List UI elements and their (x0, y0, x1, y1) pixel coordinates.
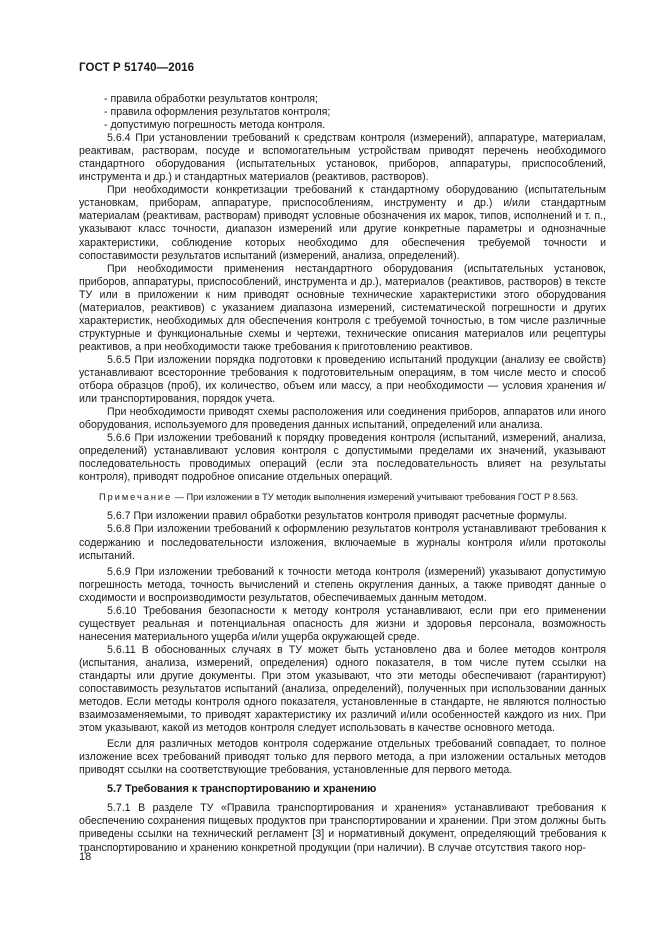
note (79, 491, 606, 503)
list-item: - правила оформления результатов контроля; (104, 106, 331, 119)
section-heading-5-7: 5.7 Требования к транспортированию и хранению (107, 783, 377, 796)
page-body (79, 93, 606, 855)
paragraph-5-6-5: 5.6.5 При изложении порядка подготовки к проведению испытаний продукции (анализу ее свойств) устанавливают всесторонние требования к подготовительным операциям, в том числе место и способ отбора образцов (проб), их количество, объем или массу, а при необходимости — условия хранения и/или транспортирования, порядок учета. (79, 353, 606, 406)
paragraph: Если для различных методов контроля содержание отдельных требований совпадает, то полное изложение всех требований приводят только для первого метода, а при изложении остальных методов приводят ссылки на соответствующие требования, установленные для первого метода. (79, 738, 606, 777)
note-text: — При изложении в ТУ методик выполнения измерений учитывают требования ГОСТ Р 8.563. (172, 492, 579, 503)
paragraph-5-6-11: 5.6.11 В обоснованных случаях в ТУ может быть установлено два и более методов контроля (испытания, анализа, измерений, определения) одного показателя, в том числе путем ссылки на стандарты или другие документы. При этом указывают, что эти методы обеспечивают (гарантируют) сопоставимость результатов испытаний (анализа, определений), полученных при использовании данных методов. Если методы контроля одного показателя, установленные в стандарте, не являются полностью взаимозаменяемыми, то приводят характеристику их различий и/или особенностей каждого из них. При этом указывают, какой из методов контроля следует использовать в качестве основного метода. (79, 643, 606, 735)
list-item: - допустимую погрешность метода контроля. (104, 119, 326, 132)
paragraph-5-6-9: 5.6.9 При изложении требований к точности метода контроля (измерений) указывают допустимую погрешность метода, точность вычислений и степень округления данных, а также приводят данные о сходимости и воспроизводимости результатов, обеспечиваемых данным методом. (79, 565, 606, 604)
paragraph-5-6-7: 5.6.7 При изложении правил обработки результатов контроля приводят расчетные формулы. (107, 510, 568, 523)
paragraph-5-6-10: 5.6.10 Требования безопасности к методу контроля устанавливают, если при его применении существует реальная и потенциальная опасность для жизни и здоровья персонала, возможность нанесения материального ущерба и/или ущерба окружающей среде. (79, 604, 606, 643)
note-label: Примечание (99, 492, 173, 503)
paragraph: При необходимости приводят схемы расположения или соединения приборов, аппаратов или иного оборудования, используемого для проведения данных испытаний, определений или анализа. (79, 406, 606, 432)
document-code-header: ГОСТ Р 51740—2016 (79, 62, 195, 74)
paragraph: При необходимости конкретизации требований к стандартному оборудованию (испытательным установкам, приборам, аппаратуре, приспособлениям, инструменту и др.) и/или стандартным материалам (реактивам, растворам) приводят условные обозначения их марок, типов, исполнений и т. п., указывают класс точности, диапазон измерений или другие конкретные параметры и однозначные характеристики, соблюдение которых необходимо для обеспечения требуемой точности и сопоставимости результатов испытаний (измерений, анализа, определений). (79, 184, 606, 262)
paragraph-5-6-4: 5.6.4 При установлении требований к средствам контроля (измерений), аппаратуре, материалам, реактивам, растворам, посуде и вспомогательным устройствам приводят перечень необходимого стандартного оборудования (испытательных установок, приборов, аппаратуры, приспособлений, инструмента и др.) и стандартных материалов (реактивов, растворов). (79, 132, 606, 184)
paragraph-5-7-1: 5.7.1 В разделе ТУ «Правила транспортирования и хранения» устанавливают требования к обеспечению сохранения пищевых продуктов при транспортировании и хранении. При этом должны быть приведены ссылки на технический регламент [3] и нормативный документ, определяющий требования к транспортированию и хранению конкретной продукции (при наличии). В случае отсутствия такого нор- (79, 802, 606, 854)
paragraph-5-6-8: 5.6.8 При изложении требований к оформлению результатов контроля устанавливают требования к содержанию и последовательности изложения, включаемые в журналы контроля и/или протоколы испытаний. (79, 523, 606, 562)
page-number: 18 (79, 851, 92, 863)
paragraph: При необходимости применения нестандартного оборудования (испытательных установок, приборов, аппаратуры, приспособлений, инструмента и др.), материалов (реактивов, растворов) в тексте ТУ или в приложении к ним приводят основные технические характеристики этого оборудования (материалов, реактивов) с указанием диапазона измерений, систематической погрешности и других характеристик, необходимых для обеспечения контроля с требуемой точностью, в том числе различные структурные и функциональные схемы и чертежи, технические описания материалов или рецептуры реактивов, а при необходимости также требования к приготовлению реактивов. (79, 262, 606, 353)
list-item: - правила обработки результатов контроля; (104, 93, 318, 105)
paragraph-5-6-6: 5.6.6 При изложении требований к порядку проведения контроля (испытаний, измерений, анализа, определений) устанавливают условия контроля с допустимыми пределами их значений, указывают последовательность проводимых операций (если эта последовательность влияет на результаты контроля), приводят подробное описание отдельных операций. (79, 432, 606, 484)
